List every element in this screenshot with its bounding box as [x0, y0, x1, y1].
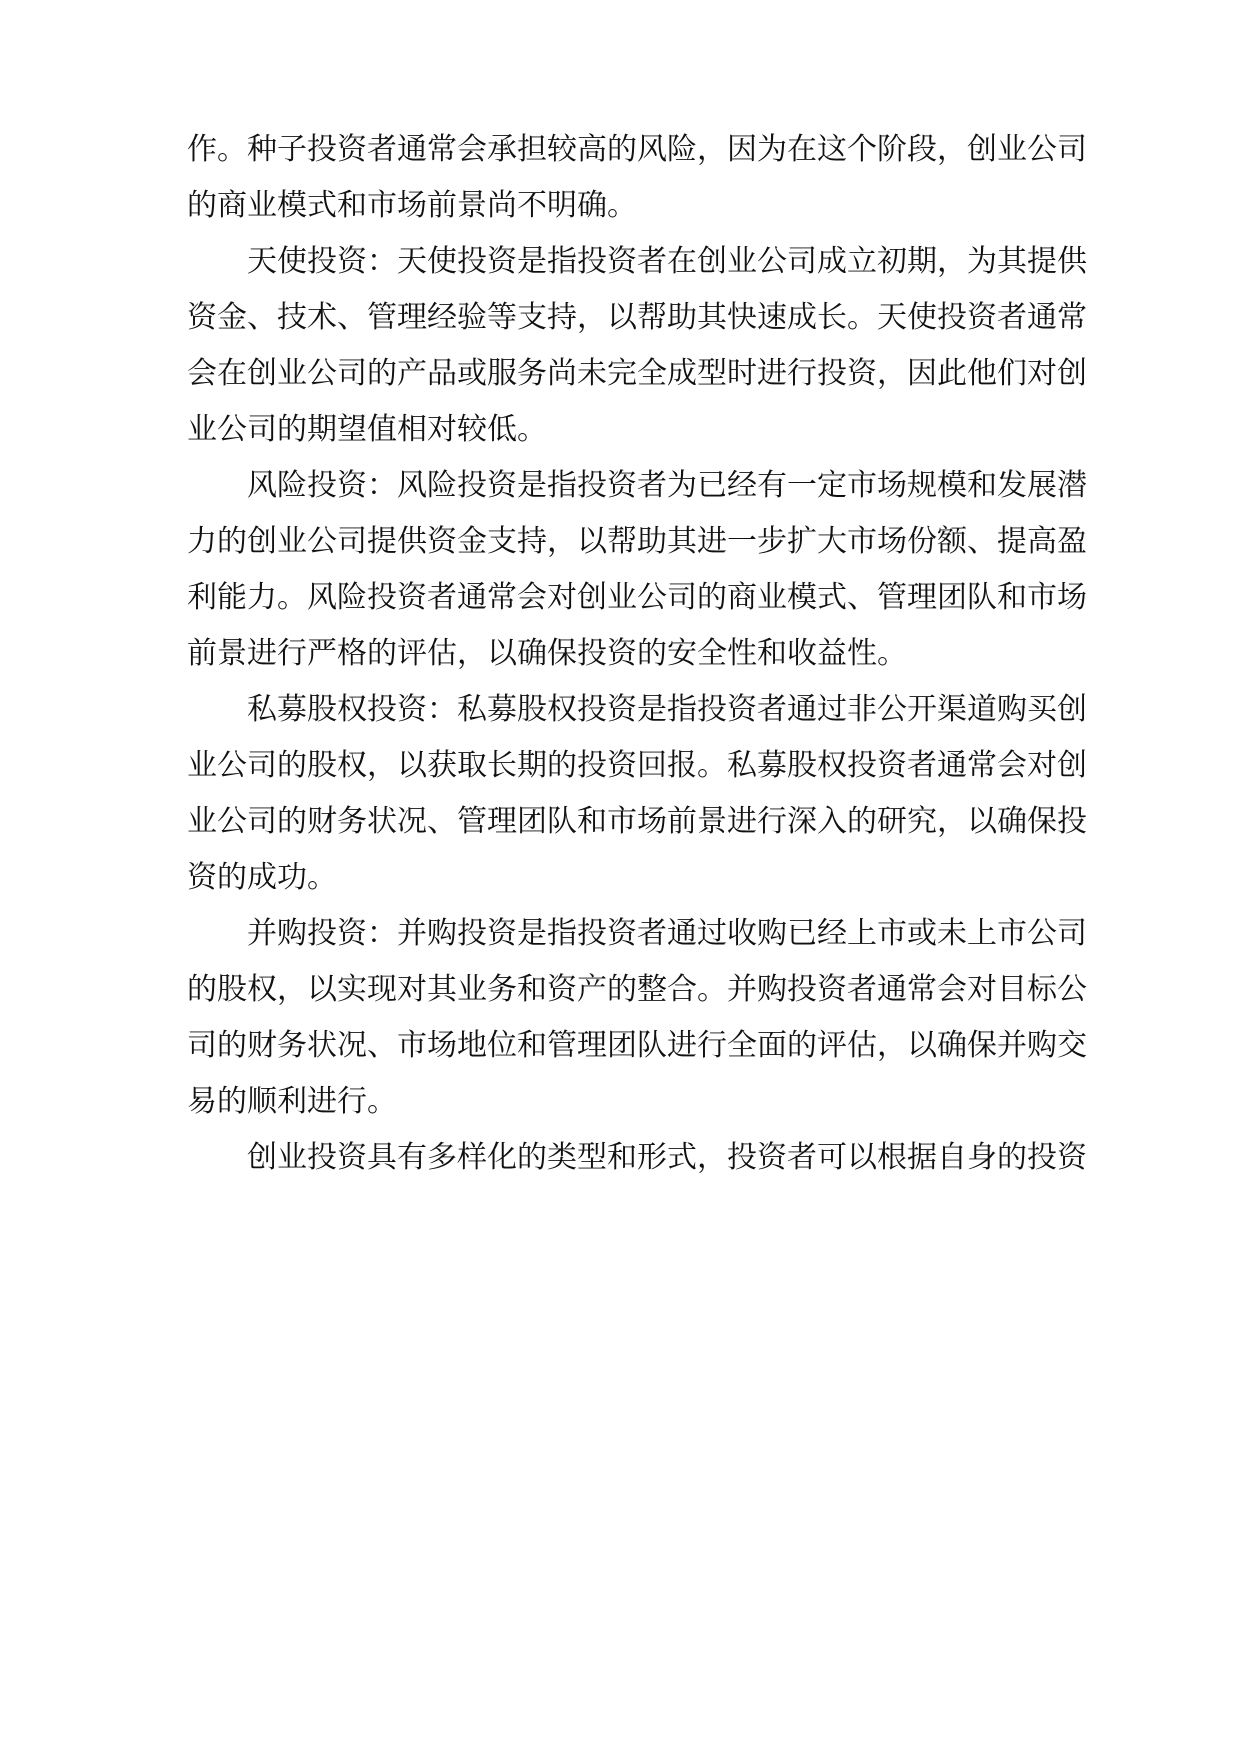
- text-line: 的商业模式和市场前景尚不明确。: [187, 188, 637, 223]
- text-line: 资金、技术、管理经验等支持，以帮助其快速成长。天使投资者通常: [187, 300, 1087, 335]
- text-line: 业公司的期望值相对较低。: [187, 412, 547, 447]
- text-line: 资的成功。: [187, 860, 337, 895]
- text-line: 业公司的财务状况、管理团队和市场前景进行深入的研究，以确保投: [187, 804, 1087, 839]
- text-line: 天使投资：天使投资是指投资者在创业公司成立初期，为其提供: [247, 244, 1087, 279]
- document-body: [187, 132, 1087, 1198]
- text-line: 私募股权投资：私募股权投资是指投资者通过非公开渠道购买创: [247, 692, 1087, 727]
- paragraph-conclusion-start: [187, 1118, 1087, 1198]
- paragraph-venture-capital: [187, 446, 1087, 694]
- text-line: 业公司的股权，以获取长期的投资回报。私募股权投资者通常会对创: [187, 748, 1087, 783]
- text-line: 会在创业公司的产品或服务尚未完全成型时进行投资，因此他们对创: [187, 356, 1087, 391]
- text-line: 前景进行严格的评估，以确保投资的安全性和收益性。: [187, 636, 907, 671]
- paragraph-private-equity: [187, 670, 1087, 918]
- text-line: 力的创业公司提供资金支持，以帮助其进一步扩大市场份额、提高盈: [187, 524, 1087, 559]
- text-line: 司的财务状况、市场地位和管理团队进行全面的评估，以确保并购交: [187, 1028, 1087, 1063]
- text-line: 风险投资：风险投资是指投资者为已经有一定市场规模和发展潜: [247, 468, 1087, 503]
- text-line: 利能力。风险投资者通常会对创业公司的商业模式、管理团队和市场: [187, 580, 1087, 615]
- text-line: 的股权，以实现对其业务和资产的整合。并购投资者通常会对目标公: [187, 972, 1087, 1007]
- text-line: 创业投资具有多样化的类型和形式，投资者可以根据自身的投资: [247, 1140, 1087, 1175]
- paragraph-mergers-acquisitions: [187, 894, 1087, 1142]
- text-line: 易的顺利进行。: [187, 1084, 397, 1119]
- text-line: 作。种子投资者通常会承担较高的风险，因为在这个阶段，创业公司: [187, 132, 1087, 167]
- text-line: 并购投资：并购投资是指投资者通过收购已经上市或未上市公司: [247, 916, 1087, 951]
- paragraph-angel-investment: [187, 222, 1087, 470]
